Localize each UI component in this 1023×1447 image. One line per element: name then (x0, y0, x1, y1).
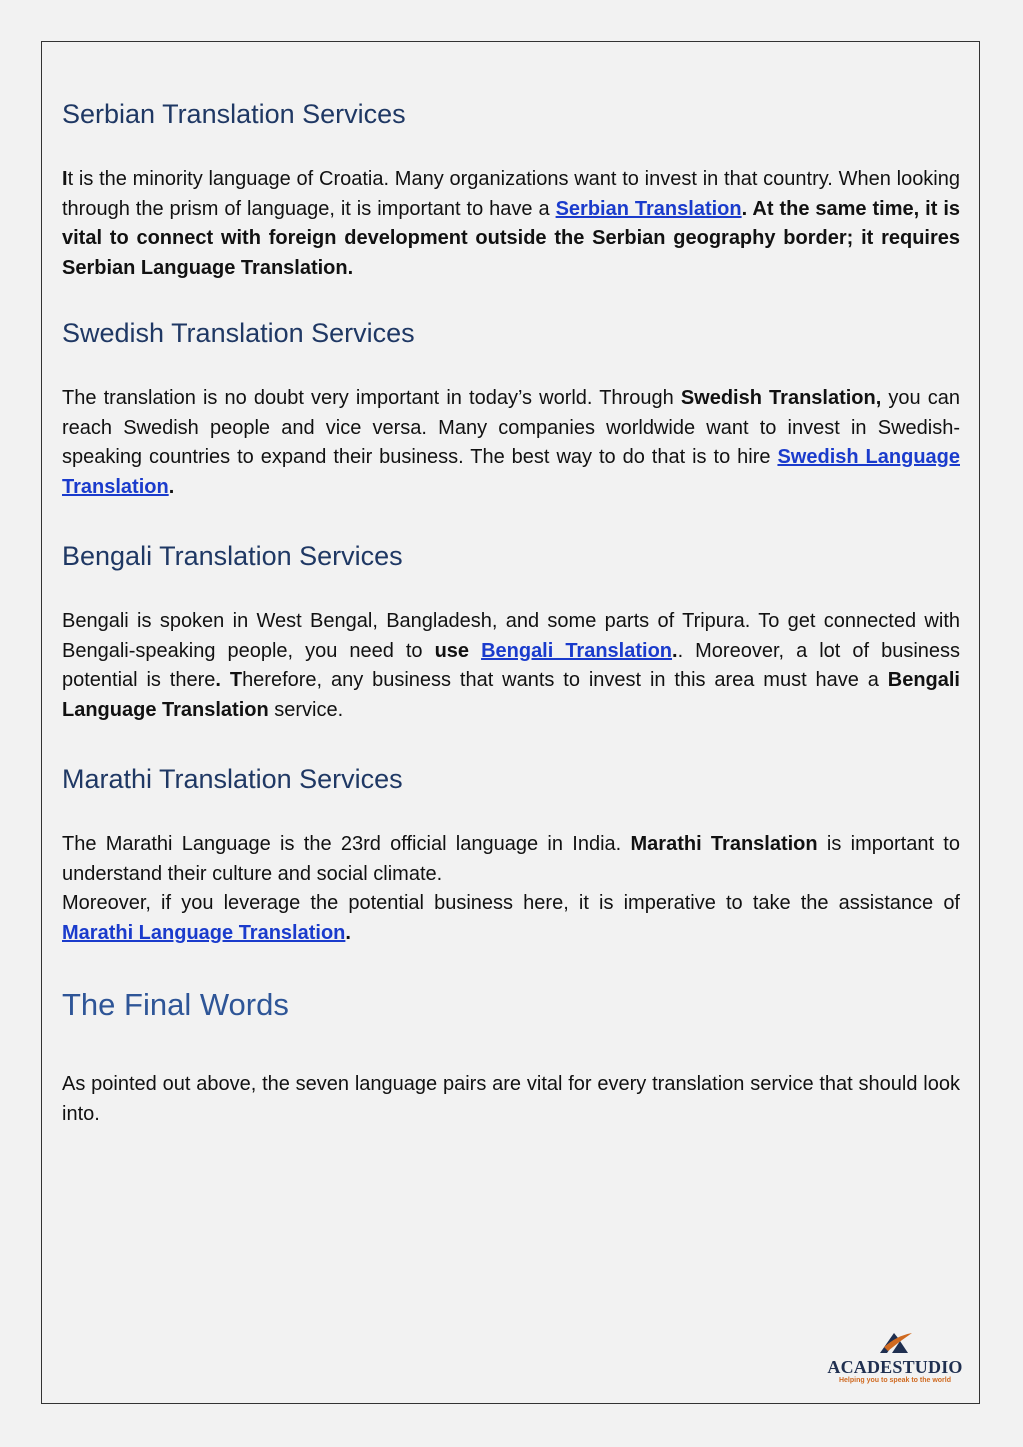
acadestudio-logo (826, 1329, 964, 1387)
section-final-words (62, 986, 960, 1129)
section-marathi (62, 762, 960, 948)
paragraph-marathi-2: Moreover, if you leverage the potential business here, it is imperative to take the assistance of Marathi Language Translation. (62, 892, 960, 944)
heading-bengali: Bengali Translation Services (62, 541, 403, 571)
heading-final-words: The Final Words (62, 987, 289, 1022)
logo-name: ACADESTUDIO (827, 1357, 963, 1377)
section-serbian (62, 97, 960, 283)
link-serbian-translation[interactable]: Serbian Translation (555, 197, 742, 220)
acadestudio-logo-icon (874, 1329, 916, 1357)
section-bengali (62, 539, 960, 725)
heading-swedish: Swedish Translation Services (62, 318, 415, 348)
heading-marathi: Marathi Translation Services (62, 764, 403, 794)
link-marathi-language-translation[interactable]: Marathi Language Translation (62, 921, 346, 944)
section-swedish (62, 316, 960, 502)
logo-tagline: Helping you to speak to the world (838, 1377, 951, 1384)
link-bengali-translation[interactable]: Bengali Translation (481, 639, 673, 662)
heading-serbian: Serbian Translation Services (62, 99, 406, 129)
paragraph-final-words: As pointed out above, the seven language pairs are vital for every translation service that should look into. (62, 1073, 960, 1125)
link-swedish-language-translation[interactable]: Swedish Language Translation (62, 446, 960, 498)
paragraph-swedish: The translation is no doubt very important in today’s world. Through Swedish Translation, you can reach Swedish people and vice versa. Many companies worldwide want to invest in Swedish-speaking countries to expand their business. The best way to do that is to hire Swedish Language Translation. (62, 387, 960, 498)
drop-letter: I (62, 168, 68, 190)
paragraph-bengali: Bengali is spoken in West Bengal, Bangladesh, and some parts of Tripura. To get connected with Bengali-speaking people, you need to use Bengali Translation.. Moreover, a lot of business potential is there. Therefore, any business that wants to invest in this area must have a Bengali Language Translation service. (62, 610, 961, 721)
paragraph-marathi-1: The Marathi Language is the 23rd official language in India. Marathi Translation is important to understand their culture and social climate. (62, 833, 960, 885)
document-page (41, 41, 980, 1404)
paragraph-serbian: It is the minority language of Croatia. Many organizations want to invest in that country. When looking through the prism of language, it is important to have a Serbian Translation. At the same time, it is vital to connect with foreign development outside the Serbian geography border; it requires Serbian Language Translation. (62, 168, 961, 279)
